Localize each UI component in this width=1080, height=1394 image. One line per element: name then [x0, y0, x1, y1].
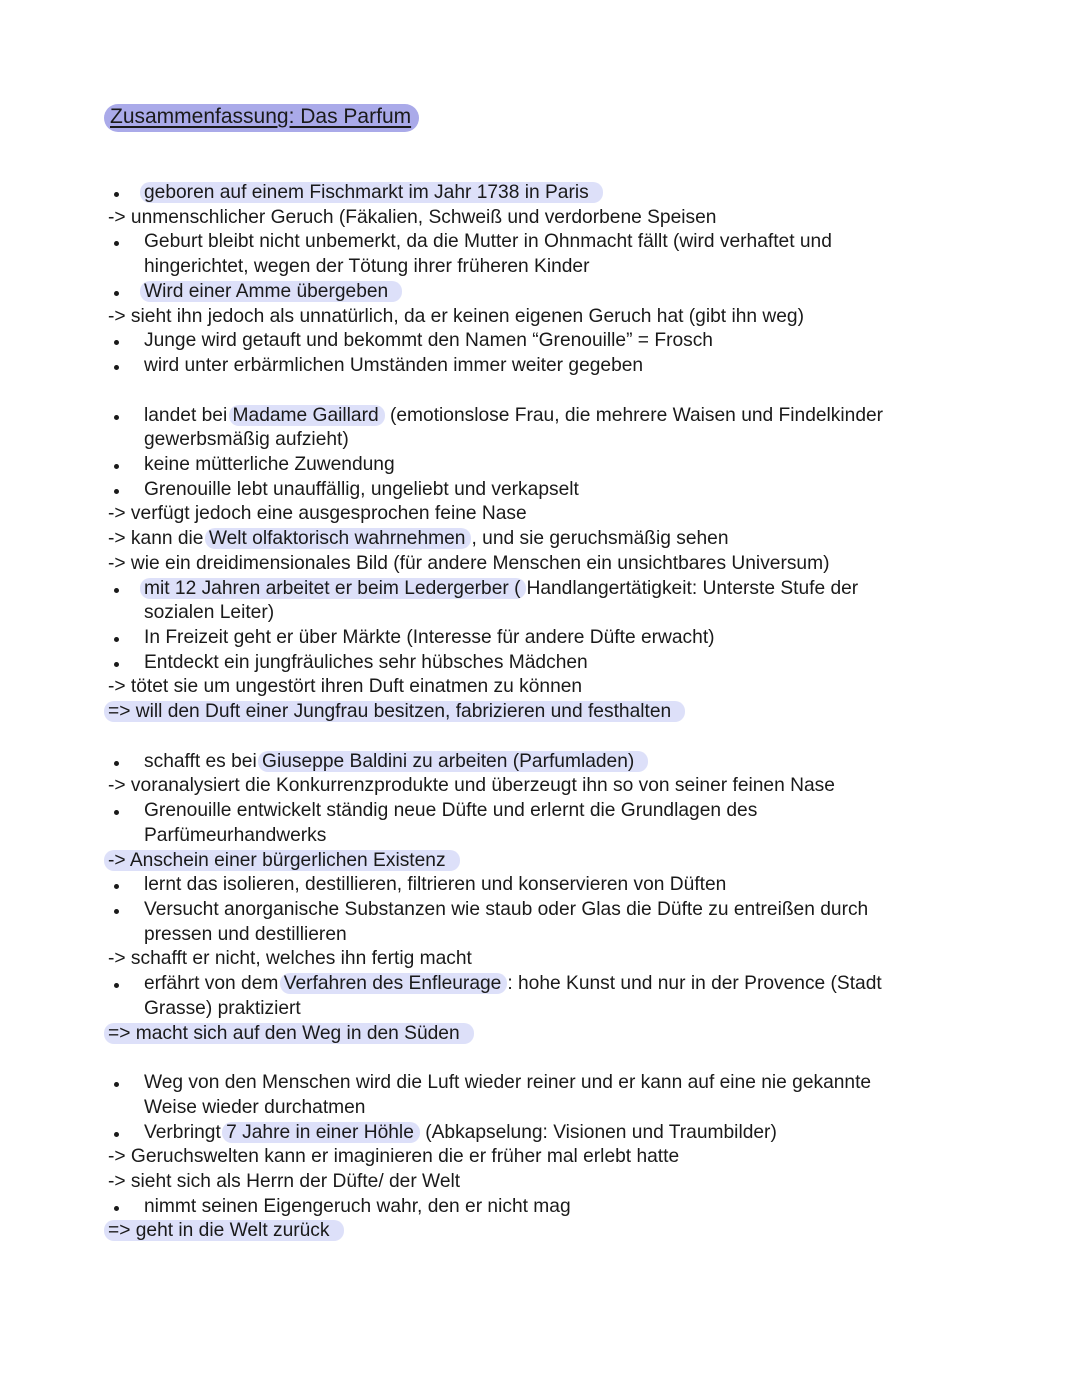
- arrow-note: [0, 1219, 1080, 1244]
- line-text: -> voranalysiert die Konkurrenzprodukte und überzeugt ihn so von seiner feinen Nase: [108, 775, 835, 797]
- line-text: -> verfügt jedoch eine ausgesprochen feine Nase: [108, 503, 527, 525]
- bullet-item: [0, 1071, 1080, 1096]
- bullet-item: [0, 873, 1080, 898]
- arrow-note: [0, 947, 1080, 972]
- line-text: landet bei: [144, 404, 233, 426]
- bullet-item: [0, 651, 1080, 676]
- arrow-note: [0, 675, 1080, 700]
- line-text: lernt das isolieren, destillieren, filtrieren und konservieren von Düften: [144, 874, 727, 896]
- bullet-item: [0, 972, 1080, 997]
- highlighted-text: 7 Jahre in einer Höhle: [222, 1122, 420, 1143]
- arrow-note: [0, 849, 1080, 874]
- summary-body: [0, 181, 1080, 1269]
- continuation-line: [0, 255, 1080, 280]
- highlighted-text: => macht sich auf den Weg in den Süden: [104, 1023, 474, 1044]
- line-text: , und sie geruchsmäßig sehen: [471, 528, 729, 550]
- line-text: Weg von den Menschen wird die Luft wieder reiner und er kann auf eine nie gekannte: [144, 1072, 872, 1094]
- bullet-item: [0, 453, 1080, 478]
- continuation-line: [0, 824, 1080, 849]
- highlighted-text: -> Anschein einer bürgerlichen Existenz: [104, 850, 460, 871]
- highlighted-text: geboren auf einem Fischmarkt im Jahr 1738 in Paris: [140, 182, 603, 203]
- line-text: pressen und destillieren: [144, 923, 347, 945]
- bullet-item: [0, 280, 1080, 305]
- line-text: -> sieht sich als Herrn der Düfte/ der Welt: [108, 1171, 461, 1193]
- arrow-note: [0, 774, 1080, 799]
- line-text: Geburt bleibt nicht unbemerkt, da die Mutter in Ohnmacht fällt (wird verhaftet und: [144, 231, 832, 253]
- line-text: Versucht anorganische Substanzen wie staub oder Glas die Düfte zu entreißen durch: [144, 898, 869, 920]
- highlighted-text: Welt olfaktorisch wahrnehmen: [205, 528, 472, 549]
- continuation-line: [0, 428, 1080, 453]
- summary-section: [0, 1071, 1080, 1244]
- line-text: : hohe Kunst und nur in der Provence (Stadt: [507, 973, 882, 995]
- line-text: keine mütterliche Zuwendung: [144, 454, 395, 476]
- summary-section: [0, 750, 1080, 1046]
- bullet-item: [0, 577, 1080, 602]
- line-text: Handlangertätigkeit: Unterste Stufe der: [526, 577, 859, 599]
- document-title: Zusammenfassung: Das Parfum: [104, 104, 419, 132]
- bullet-item: [0, 1121, 1080, 1146]
- arrow-note: [0, 1145, 1080, 1170]
- line-text: Parfümeurhandwerks: [144, 824, 327, 846]
- bullet-item: [0, 329, 1080, 354]
- bullet-item: [0, 230, 1080, 255]
- arrow-note: [0, 1170, 1080, 1195]
- line-text: Grenouille entwickelt ständig neue Düfte und erlernt die Grundlagen des: [144, 800, 758, 822]
- line-text: -> unmenschlicher Geruch (Fäkalien, Schweiß und verdorbene Speisen: [108, 206, 717, 228]
- bullet-item: [0, 750, 1080, 775]
- line-text: Verbringt: [144, 1121, 227, 1143]
- arrow-note: [0, 527, 1080, 552]
- continuation-line: [0, 1096, 1080, 1121]
- line-text: -> tötet sie um ungestört ihren Duft einatmen zu können: [108, 676, 583, 698]
- continuation-line: [0, 923, 1080, 948]
- summary-section: [0, 181, 1080, 379]
- bullet-item: [0, 898, 1080, 923]
- line-text: gewerbsmäßig aufzieht): [144, 429, 349, 451]
- line-text: schafft es bei: [144, 750, 263, 772]
- highlighted-text: Madame Gaillard: [229, 405, 385, 426]
- line-text: Grenouille lebt unauffällig, ungeliebt und verkapselt: [144, 478, 579, 500]
- bullet-item: [0, 478, 1080, 503]
- line-text: (Abkapselung: Visionen und Traumbilder): [419, 1121, 777, 1143]
- bullet-item: [0, 799, 1080, 824]
- highlighted-text: Wird einer Amme übergeben: [140, 281, 402, 302]
- bullet-item: [0, 181, 1080, 206]
- line-text: In Freizeit geht er über Märkte (Interesse für andere Düfte erwacht): [144, 626, 715, 648]
- line-text: Weise wieder durchatmen: [144, 1096, 366, 1118]
- line-text: -> kann die: [108, 528, 209, 550]
- arrow-note: [0, 700, 1080, 725]
- line-text: -> schafft er nicht, welches ihn fertig macht: [108, 948, 472, 970]
- line-text: Junge wird getauft und bekommt den Namen “Grenouille” = Frosch: [144, 330, 713, 352]
- line-text: hingerichtet, wegen der Tötung ihrer früheren Kinder: [144, 256, 590, 278]
- arrow-note: [0, 502, 1080, 527]
- bullet-item: [0, 626, 1080, 651]
- highlighted-text: => will den Duft einer Jungfrau besitzen, fabrizieren und festhalten: [104, 701, 685, 722]
- line-text: (emotionslose Frau, die mehrere Waisen und Findelkinder: [384, 404, 884, 426]
- arrow-note: [0, 1022, 1080, 1047]
- highlighted-text: Verfahren des Enfleurage: [280, 973, 508, 994]
- line-text: sozialen Leiter): [144, 602, 275, 624]
- arrow-note: [0, 206, 1080, 231]
- highlighted-text: => geht in die Welt zurück: [104, 1220, 344, 1241]
- highlighted-text: Giuseppe Baldini zu arbeiten (Parfumladen): [258, 751, 648, 772]
- summary-section: [0, 404, 1080, 725]
- line-text: -> Geruchswelten kann er imaginieren die er früher mal erlebt hatte: [108, 1146, 680, 1168]
- continuation-line: [0, 601, 1080, 626]
- line-text: nimmt seinen Eigengeruch wahr, den er nicht mag: [144, 1195, 571, 1217]
- line-text: Entdeckt ein jungfräuliches sehr hübsches Mädchen: [144, 651, 588, 673]
- continuation-line: [0, 997, 1080, 1022]
- line-text: Grasse) praktiziert: [144, 997, 301, 1019]
- line-text: erfährt von dem: [144, 973, 284, 995]
- arrow-note: [0, 305, 1080, 330]
- arrow-note: [0, 552, 1080, 577]
- highlighted-text: mit 12 Jahren arbeitet er beim Ledergerber (: [140, 578, 526, 599]
- bullet-item: [0, 404, 1080, 429]
- line-text: wird unter erbärmlichen Umständen immer weiter gegeben: [144, 354, 644, 376]
- line-text: -> sieht ihn jedoch als unnatürlich, da er keinen eigenen Geruch hat (gibt ihn weg): [108, 305, 804, 327]
- bullet-item: [0, 1195, 1080, 1220]
- line-text: -> wie ein dreidimensionales Bild (für andere Menschen ein unsichtbares Universum): [108, 552, 830, 574]
- bullet-item: [0, 354, 1080, 379]
